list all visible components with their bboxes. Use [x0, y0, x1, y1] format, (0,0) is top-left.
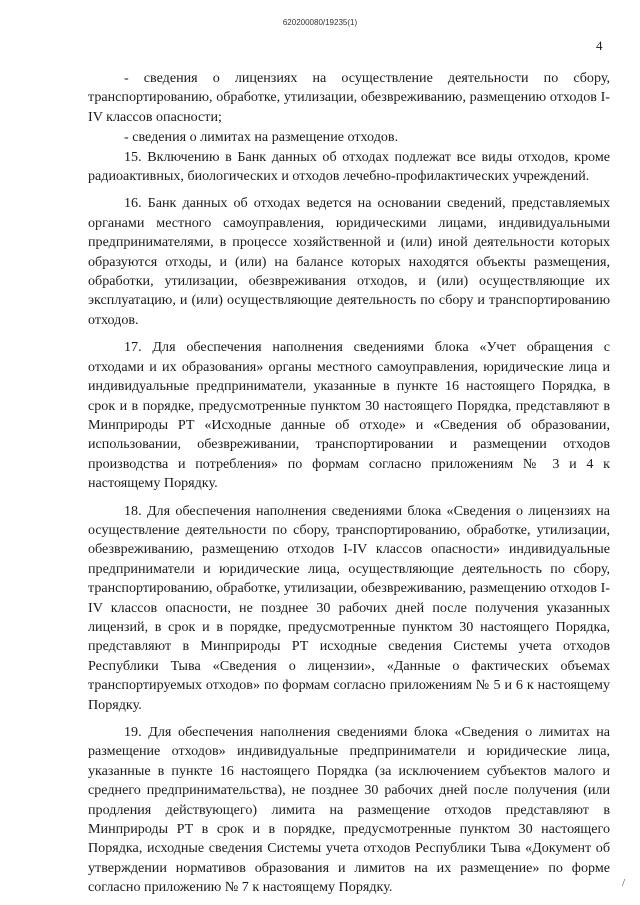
document-id: 620200080/19235(1) [282, 18, 358, 27]
scan-mark: / [622, 877, 626, 889]
paragraph-18: 18. Для обеспечения наполнения сведениями блока «Сведения о лицензиях на осуществление деятельности по сбору, транспортированию, обработке, утилизации, обезвреживанию, размещению отходов I-IV классов опасности» индивидуальные предприниматели и юридические лица, осуществляющие деятельность по сбору, транспортированию, обработке, утилизации, обезвреживанию, размещению отходов I-IV классов опасности, не позднее 30 рабочих дней после получения указанных лицензий, в срок и в порядке, предусмотренные пунктом 30 настоящего Порядка, представляют в Минприроды РТ исходные сведения Системы учета отходов Республики Тыва «Сведения о лицензии», «Данные о фактических объемах транспортируемых отходов» по формам согласно приложениям № 5 и 6 к настоящему Порядку. [88, 502, 610, 713]
paragraph-19: 19. Для обеспечения наполнения сведениями блока «Сведения о лимитах на размещение отходов» индивидуальные предприниматели и юридические лица, указанные в пункте 16 настоящего Порядка (за исключением субъектов малого и среднего предпринимательства), не позднее 30 рабочих дней после получения (или продления действующего) лимита на размещение отходов представляют в Минприроды РТ в срок и в порядке, предусмотренные пунктом 30 настоящего Порядка, исходные сведения Системы учета отходов Республики Тыва «Документ об утверждении нормативов образования и лимитов на их размещение» по форме согласно приложению № 7 к настоящему Порядку. [88, 724, 610, 896]
list-item-limits: - сведения о лимитах на размещение отходов. [124, 129, 399, 146]
paragraph-16: 16. Банк данных об отходах ведется на основании сведений, представляемых органами местного самоуправления, юридическими лицами, индивидуальными предпринимателями, в процессе хозяйственной и (или) иной деятельности которых образуются отходы, и (или) на балансе которых находятся объекты размещения, обработки, утилизации, обезвреживания отходов, и (или) осуществляющие их эксплуатацию, и (или) осуществляющие деятельность по сбору и транспортированию отходов. [88, 195, 610, 328]
document-body [88, 69, 610, 898]
page-number: 4 [596, 38, 603, 53]
list-item-licenses: - сведения о лицензиях на осуществление деятельности по сбору, транспортированию, обработке, утилизации, обезвреживанию, размещению отходов I-IV классов опасности; [88, 70, 610, 125]
paragraph-15: 15. Включению в Банк данных об отходах подлежат все виды отходов, кроме радиоактивных, биологических и отходов лечебно-профилактических учреждений. [88, 148, 610, 185]
paragraph-17: 17. Для обеспечения наполнения сведениями блока «Учет обращения с отходами и их образования» органы местного самоуправления, юридические лица и индивидуальные предприниматели, указанные в пункте 16 настоящего Порядка, в срок и в порядке, предусмотренные пунктом 30 настоящего Порядка, представляют в Минприроды РТ «Исходные данные об отходе» и «Сведения об образовании, использовании, обезвреживании, транспортировании и размещении отходов производства и потребления» по формам согласно приложениям № 3 и 4 к настоящему Порядку. [88, 339, 610, 492]
